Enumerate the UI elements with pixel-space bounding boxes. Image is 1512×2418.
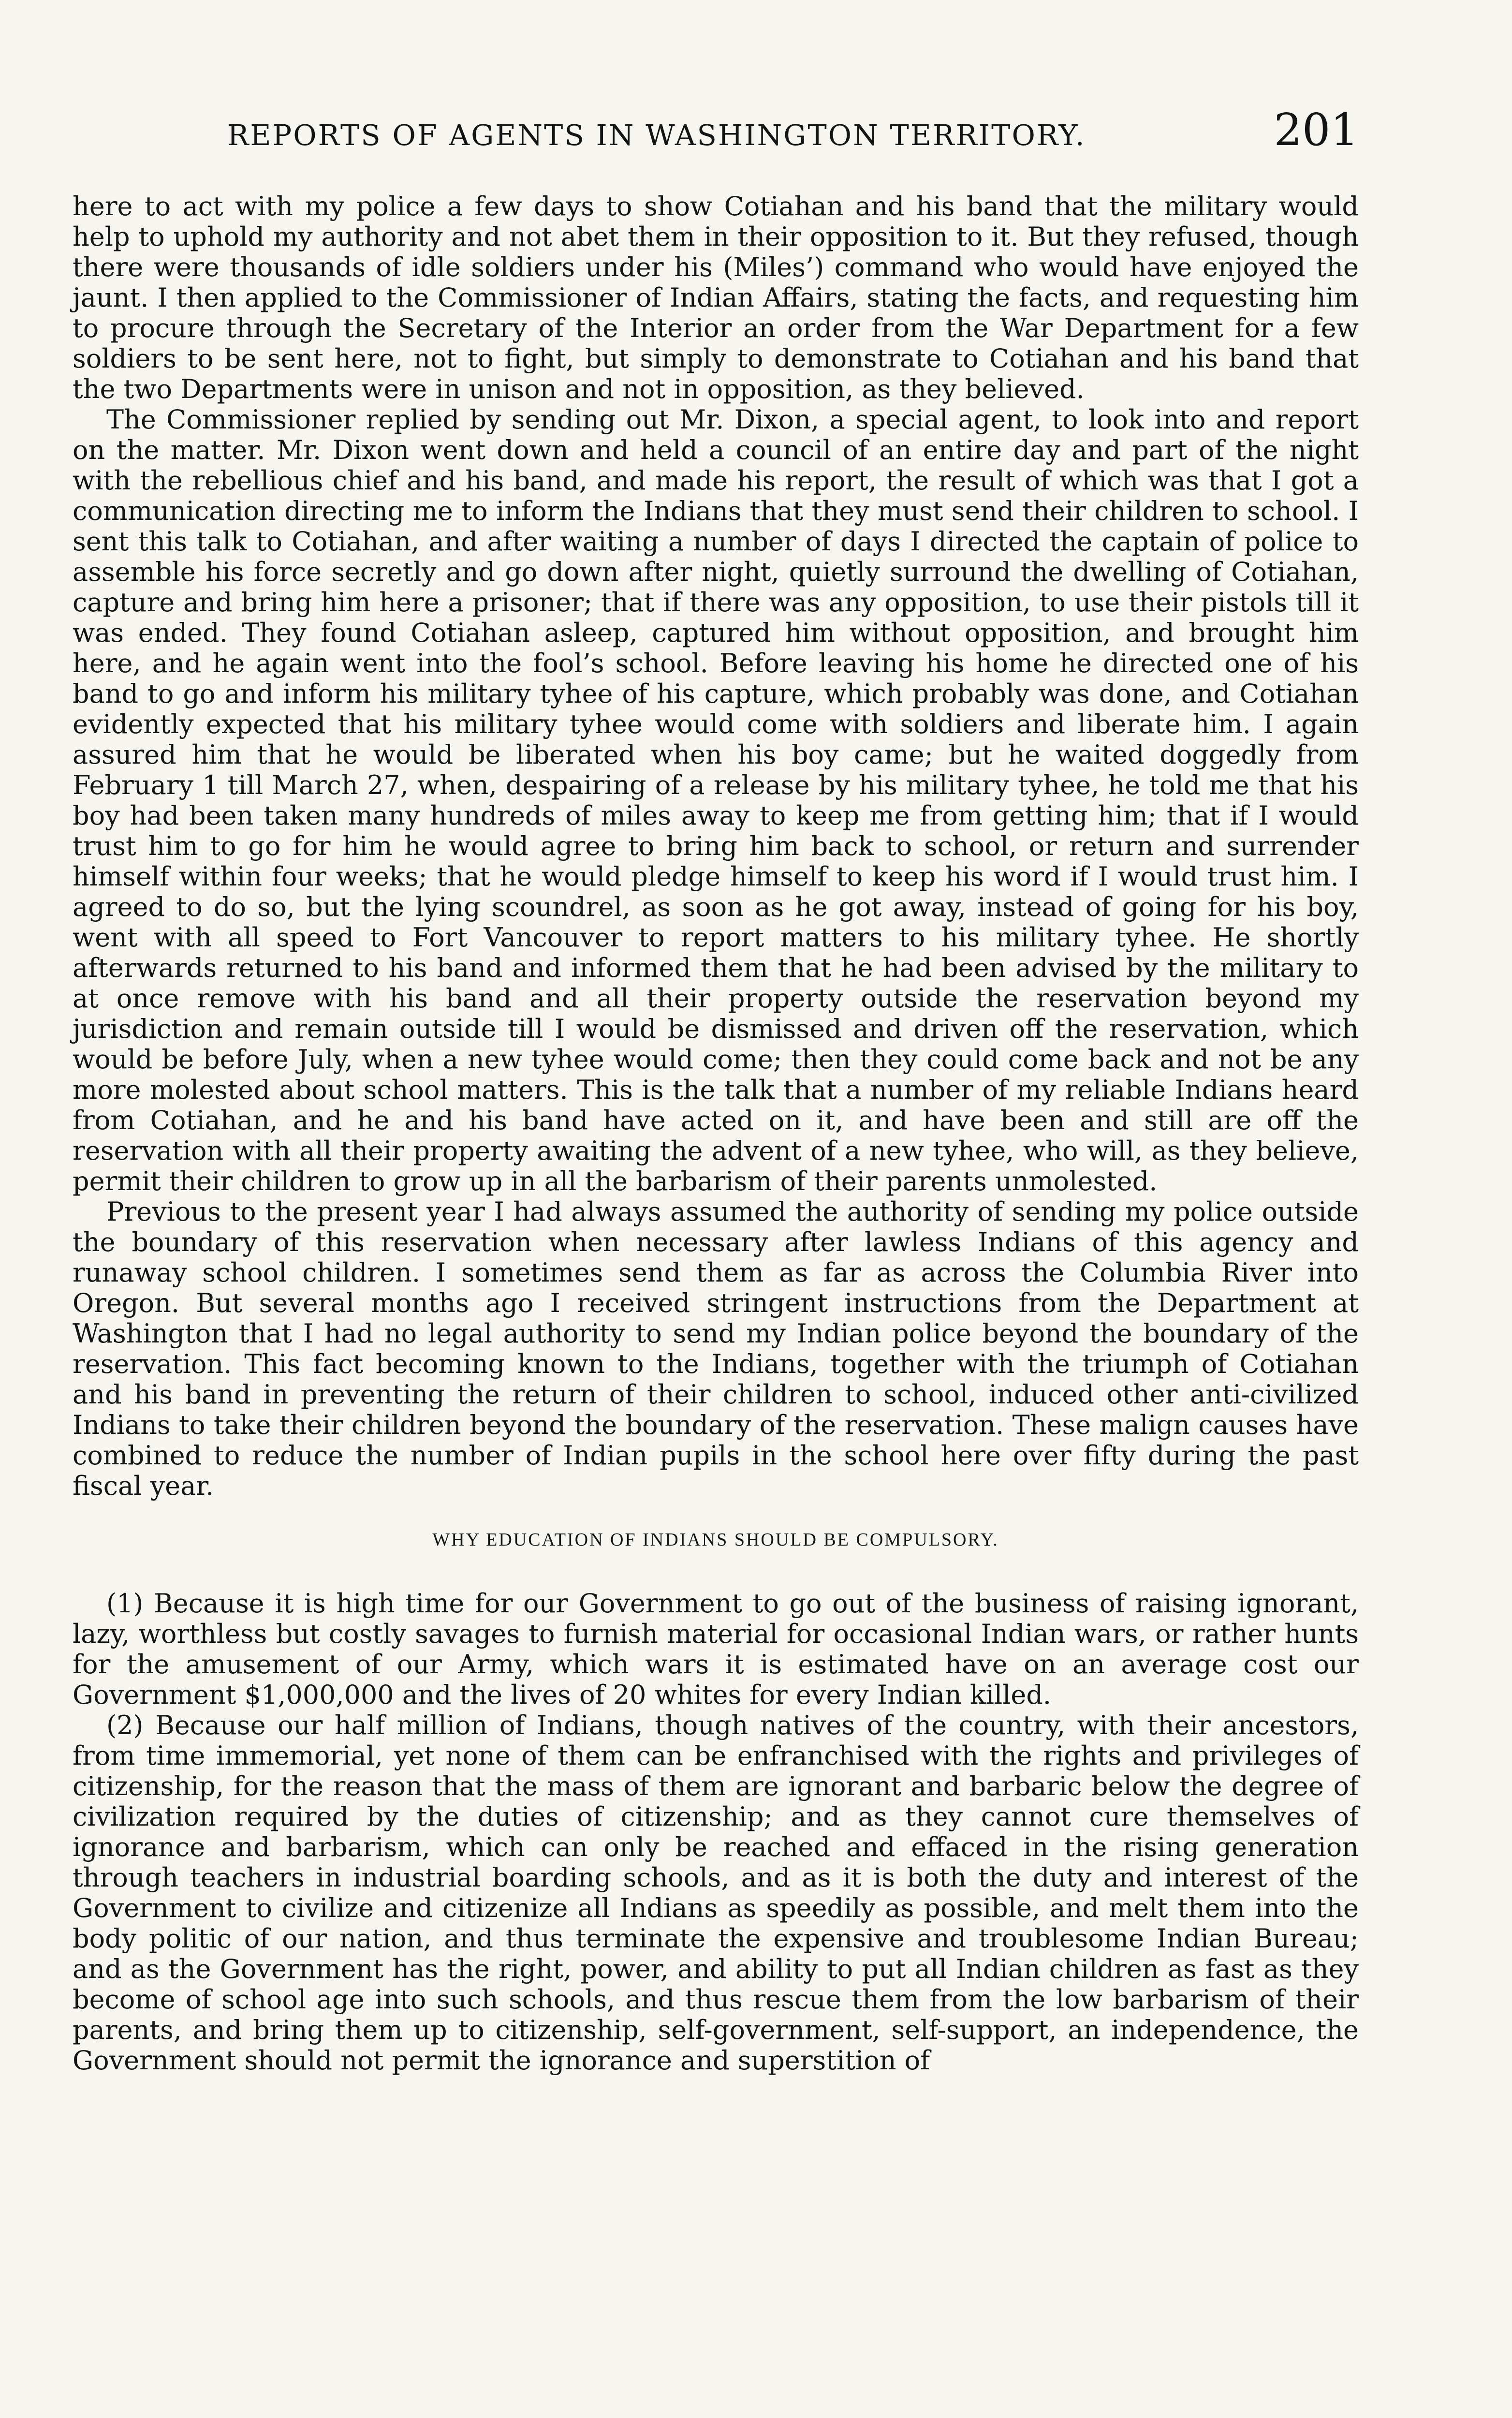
section-heading: WHY EDUCATION OF INDIANS SHOULD BE COMPULSORY.: [432, 1530, 999, 1550]
running-head: [73, 99, 1359, 157]
paragraph-commissioner: The Commissioner replied by sending out Mr. Dixon, a special agent, to look into and report on the matter. Mr. Dixon went down and held a council of an entire day and part of the night with the rebellious chief and his band, and made his report, the result of which was that I got a communication directing me to inform the Indians that they must send their children to school. I sent this talk to Cotiahan, and after waiting a number of days I directed the captain of police to assemble his force secretly and go down after night, quietly surround the dwelling of Cotiahan, capture and bring him here a prisoner; that if there was any opposition, to use their pistols till it was ended. They found Cotiahan asleep, captured him without opposition, and brought him here, and he again went into the fool’s school. Before leaving his home he directed one of his band to go and inform his military tyhee of his capture, which probably was done, and Cotiahan evidently expected that his military tyhee would come with soldiers and liberate him. I again assured him that he would be liberated when his boy came; but he waited doggedly from February 1 till March 27, when, despairing of a release by his military tyhee, he told me that his boy had been taken many hundreds of miles away to keep me from getting him; that if I would trust him to go for him he would agree to bring him back to school, or return and surrender himself within four weeks; that he would pledge himself to keep his word if I would trust him. I agreed to do so, but the lying scoundrel, as soon as he got away, instead of going for his boy, went with all speed to Fort Vancouver to report matters to his military tyhee. He shortly afterwards returned to his band and informed them that he had been advised by the military to at once remove with his band and all their property outside the reservation beyond my jurisdiction and remain outside till I would be dismissed and driven off the reservation, which would be before July, when a new tyhee would come; then they could come back and not be any more molested about school matters. This is the talk that a number of my reliable Indians heard from Cotiahan, and he and his band have acted on it, and have been and still are off the reservation with all their property awaiting the advent of a new tyhee, who will, as they believe, permit their children to grow up in all the barbarism of their parents unmolested.: [73, 404, 1359, 1196]
body-text: [73, 191, 1359, 2076]
page-number: 201: [1274, 104, 1359, 156]
paragraph-reason-2: (2) Because our half million of Indians, though natives of the country, with their ancestors, from time immemorial, yet none of them can be enfranchised with the rights and privileges of citizenship, for the reason that the mass of them are ignorant and barbaric below the degree of civilization required by the duties of citizenship; and as they cannot cure themselves of ignorance and barbarism, which can only be reached and effaced in the rising generation through teachers in industrial boarding schools, and as it is both the duty and interest of the Government to civilize and citizenize all Indians as speedily as possible, and melt them into the body politic of our nation, and thus terminate the expensive and troublesome Indian Bureau; and as the Government has the right, power, and ability to put all Indian children as fast as they become of school age into such schools, and thus rescue them from the low barbarism of their parents, and bring them up to citizenship, self-government, self-support, an independence, the Government should not permit the ignorance and superstition of: [73, 1710, 1359, 2076]
paragraph-continued: here to act with my police a few days to show Cotiahan and his band that the military would help to uphold my authority and not abet them in their opposition to it. But they refused, though there were thousands of idle soldiers under his (Miles’) command who would have enjoyed the jaunt. I then applied to the Commissioner of Indian Affairs, stating the facts, and requesting him to procure through the Secretary of the Interior an order from the War Department for a few soldiers to be sent here, not to fight, but simply to demonstrate to Cotiahan and his band that the two Departments were in unison and not in opposition, as they believed.: [73, 191, 1359, 404]
paragraph-reason-1: (1) Because it is high time for our Government to go out of the business of raising ignorant, lazy, worthless but costly savages to furnish material for occasional Indian wars, or rather hunts for the amusement of our Army, which wars it is estimated have on an average cost our Government $1,000,000 and the lives of 20 whites for every Indian killed.: [73, 1588, 1359, 1710]
running-title: REPORTS OF AGENTS IN WASHINGTON TERRITORY.: [227, 118, 1086, 152]
paragraph-previous-year: Previous to the present year I had always assumed the authority of sending my police outside the boundary of this reservation when necessary after lawless Indians of this agency and runaway school children. I sometimes send them as far as across the Columbia River into Oregon. But several months ago I received stringent instructions from the Department at Washington that I had no legal authority to send my Indian police beyond the boundary of the reservation. This fact becoming known to the Indians, together with the triumph of Cotiahan and his band in preventing the return of their children to school, induced other anti-civilized Indians to take their children beyond the boundary of the reservation. These malign causes have combined to reduce the number of Indian pupils in the school here over fifty during the past fiscal year.: [73, 1196, 1359, 1501]
